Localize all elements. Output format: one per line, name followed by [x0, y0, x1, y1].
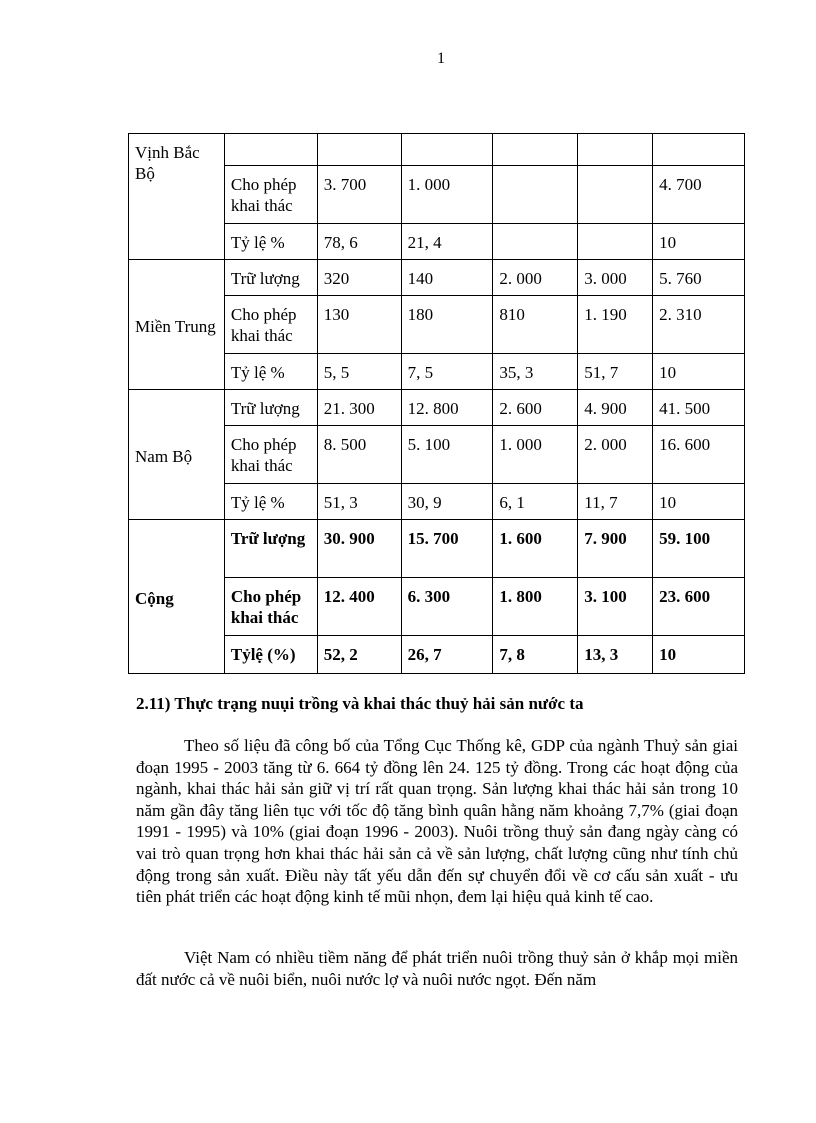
value-cell: 21, 4: [401, 224, 493, 260]
value-cell: 1. 000: [401, 166, 493, 224]
value-cell: 15. 700: [401, 520, 493, 578]
value-cell: 59. 100: [653, 520, 745, 578]
value-cell: 6, 1: [493, 484, 578, 520]
value-cell: 78, 6: [317, 224, 401, 260]
table-row: [129, 134, 745, 166]
data-table: [128, 133, 745, 674]
value-cell: [578, 224, 653, 260]
row-label-cell: Trữ lượng: [224, 260, 317, 296]
paragraph: Theo số liệu đã công bố của Tổng Cục Thống kê, GDP của ngành Thuỷ sản giai đoạn 1995 - 2003 tăng từ 6. 664 tỷ đồng lên 24. 125 tỷ đồng. Trong các hoạt động của ngành, khai thác hải sản giữ vị trí rất quan trọng. Sản lượng khai thác hải sản trong 10 năm gần đây tăng liên tục với tốc độ tăng bình quân hằng năm khoảng 7,7% (giai đoạn 1991 - 1995) và 10% (giai đoạn 1996 - 2003). Nuôi trồng thuỷ sản đang ngày càng có vai trò quan trọng hơn khai thác hải sản cả về sản lượng, chất lượng cũng như tính chủ động trong sản xuất. Điều này tất yếu dẫn đến sự chuyển đổi về cơ cấu sản xuất - ưu tiên phát triển các hoạt động kinh tế mũi nhọn, đem lại hiệu quả kinh tế cao.: [136, 736, 738, 907]
value-cell: [401, 134, 493, 166]
region-cell: Vịnh Bắc Bộ: [129, 134, 225, 260]
value-cell: 1. 190: [578, 296, 653, 354]
row-label-cell: Cho phép khai thác: [224, 426, 317, 484]
value-cell: [578, 166, 653, 224]
value-cell: 13, 3: [578, 636, 653, 674]
value-cell: 12. 400: [317, 578, 401, 636]
value-cell: 180: [401, 296, 493, 354]
region-cell: Nam Bộ: [129, 390, 225, 520]
value-cell: 12. 800: [401, 390, 493, 426]
row-label-cell: Tỷ lệ %: [224, 484, 317, 520]
value-cell: 4. 900: [578, 390, 653, 426]
region-cell: Miền Trung: [129, 260, 225, 390]
value-cell: 10: [653, 354, 745, 390]
value-cell: 7. 900: [578, 520, 653, 578]
value-cell: 51, 7: [578, 354, 653, 390]
value-cell: 5, 5: [317, 354, 401, 390]
row-label-cell: Cho phép khai thác: [224, 296, 317, 354]
value-cell: 52, 2: [317, 636, 401, 674]
value-cell: 3. 100: [578, 578, 653, 636]
value-cell: 3. 700: [317, 166, 401, 224]
value-cell: 16. 600: [653, 426, 745, 484]
value-cell: 2. 000: [493, 260, 578, 296]
row-label-cell: Cho phép khai thác: [224, 578, 317, 636]
value-cell: 23. 600: [653, 578, 745, 636]
value-cell: [317, 134, 401, 166]
value-cell: 130: [317, 296, 401, 354]
row-label-cell: [224, 134, 317, 166]
value-cell: 21. 300: [317, 390, 401, 426]
value-cell: 30. 900: [317, 520, 401, 578]
value-cell: 320: [317, 260, 401, 296]
value-cell: 5. 100: [401, 426, 493, 484]
row-label-cell: Tỷ lệ %: [224, 224, 317, 260]
value-cell: 7, 8: [493, 636, 578, 674]
value-cell: 11, 7: [578, 484, 653, 520]
value-cell: 3. 000: [578, 260, 653, 296]
value-cell: [493, 224, 578, 260]
row-label-cell: Cho phép khai thác: [224, 166, 317, 224]
value-cell: 26, 7: [401, 636, 493, 674]
value-cell: 6. 300: [401, 578, 493, 636]
value-cell: [653, 134, 745, 166]
value-cell: 41. 500: [653, 390, 745, 426]
table-row: [129, 520, 745, 578]
value-cell: 10: [653, 636, 745, 674]
table-row: [129, 390, 745, 426]
value-cell: 10: [653, 484, 745, 520]
value-cell: 35, 3: [493, 354, 578, 390]
value-cell: 140: [401, 260, 493, 296]
value-cell: [493, 134, 578, 166]
value-cell: [493, 166, 578, 224]
row-label-cell: Tỷ lệ %: [224, 354, 317, 390]
table-body: [129, 134, 745, 674]
value-cell: 2. 600: [493, 390, 578, 426]
value-cell: 4. 700: [653, 166, 745, 224]
value-cell: 10: [653, 224, 745, 260]
table-row: [129, 260, 745, 296]
value-cell: 7, 5: [401, 354, 493, 390]
row-label-cell: Tỷlệ (%): [224, 636, 317, 674]
value-cell: 1. 000: [493, 426, 578, 484]
value-cell: 810: [493, 296, 578, 354]
value-cell: 2. 310: [653, 296, 745, 354]
value-cell: 51, 3: [317, 484, 401, 520]
page-number: 1: [437, 50, 445, 67]
row-label-cell: Trữ lượng: [224, 390, 317, 426]
paragraph: Việt Nam có nhiều tiềm năng để phát triển nuôi trồng thuỷ sản ở khắp mọi miền đất nước cả về nuôi biển, nuôi nước lợ và nuôi nước ngọt. Đến năm: [136, 948, 738, 989]
value-cell: 1. 800: [493, 578, 578, 636]
value-cell: 1. 600: [493, 520, 578, 578]
value-cell: [578, 134, 653, 166]
value-cell: 5. 760: [653, 260, 745, 296]
row-label-cell: Trữ lượng: [224, 520, 317, 578]
value-cell: 30, 9: [401, 484, 493, 520]
value-cell: 8. 500: [317, 426, 401, 484]
value-cell: 2. 000: [578, 426, 653, 484]
section-heading: 2.11) Thực trạng nuụi trồng và khai thác thuỷ hải sản nước ta: [136, 694, 584, 713]
region-cell: Cộng: [129, 520, 225, 674]
